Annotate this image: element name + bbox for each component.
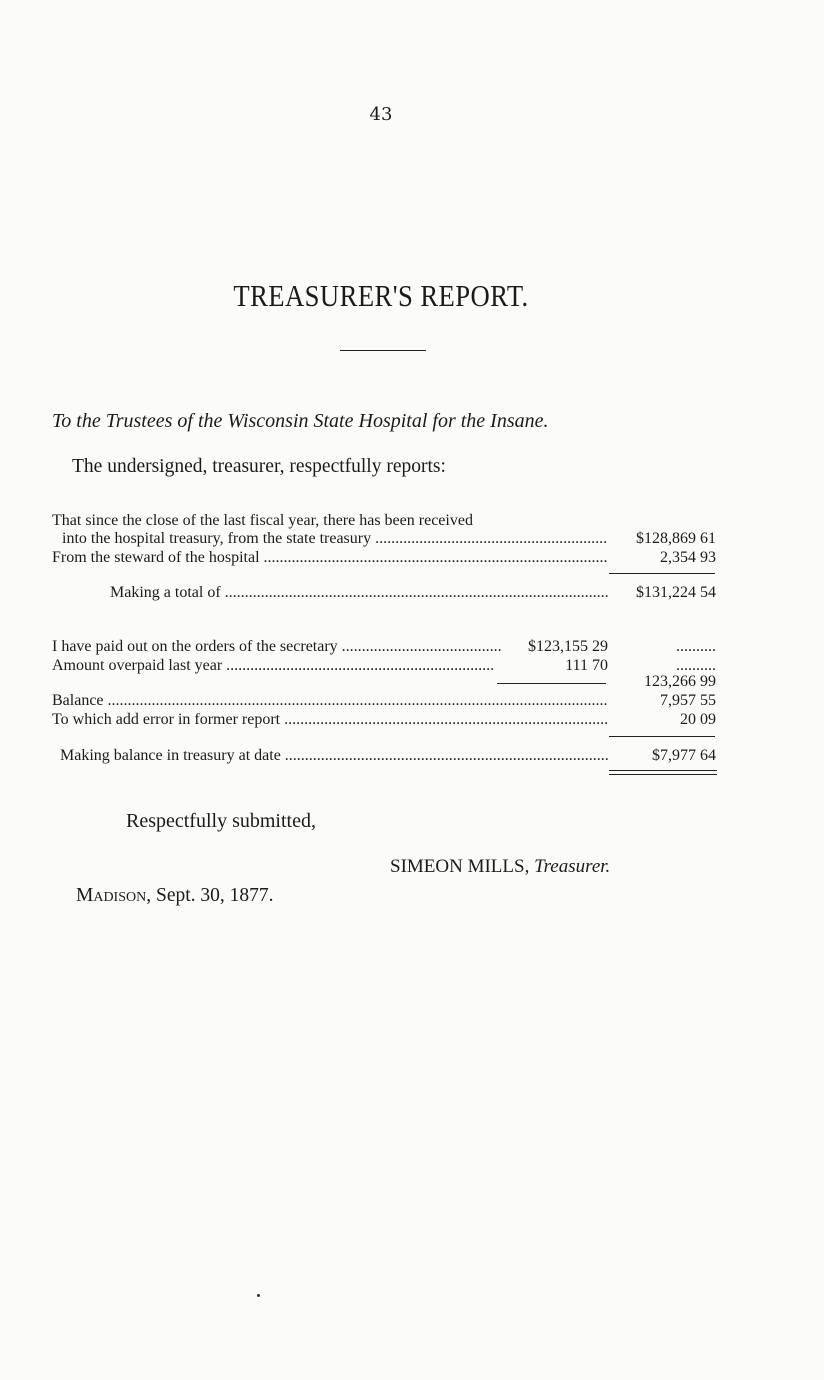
subtotal-rule bbox=[497, 683, 606, 684]
final-amount: $7,977 64 bbox=[652, 747, 716, 764]
place-and-date bbox=[76, 885, 274, 907]
paper-speck bbox=[257, 1294, 260, 1297]
disbursement-line-1-leader: .......... bbox=[676, 638, 716, 655]
receipts-line-1: That since the close of the last fiscal year, there has been received bbox=[52, 512, 473, 529]
signer bbox=[390, 856, 610, 878]
double-rule-bottom bbox=[609, 774, 717, 775]
disbursement-line-2-amount: 111 70 bbox=[565, 657, 608, 674]
title-divider bbox=[340, 350, 426, 351]
balance-label: Balance ..... bbox=[52, 692, 608, 710]
disbursement-line-1-amount: $123,155 29 bbox=[528, 638, 608, 655]
place: Madison bbox=[76, 885, 147, 906]
total-amount: $131,224 54 bbox=[636, 584, 716, 601]
error-amount: 20 09 bbox=[680, 711, 716, 728]
receipts-line-3: From the steward of the hospital ..... bbox=[52, 549, 608, 567]
disbursement-line-2-leader: .......... bbox=[676, 657, 716, 674]
salutation: To the Trustees of the Wisconsin State Hospital for the Insane. bbox=[52, 410, 549, 432]
double-rule-top bbox=[609, 770, 717, 771]
final-label: Making balance in treasury at date ..... bbox=[60, 747, 608, 765]
subtotal-amount: 123,266 99 bbox=[644, 673, 716, 690]
receipts-line-2-amount: $128,869 61 bbox=[636, 530, 716, 547]
balance-amount: 7,957 55 bbox=[660, 692, 716, 709]
signer-name: SIMEON MILLS, bbox=[390, 856, 530, 877]
intro-paragraph: The undersigned, treasurer, respectfully reports: bbox=[72, 456, 446, 477]
signer-title: Treasurer. bbox=[534, 856, 611, 877]
total-label: Making a total of ..... bbox=[110, 584, 608, 602]
final-rule bbox=[609, 736, 715, 737]
error-label: To which add error in former report ..... bbox=[52, 711, 608, 729]
page-number: 43 bbox=[369, 104, 393, 125]
closing: Respectfully submitted, bbox=[126, 810, 316, 832]
receipts-line-2: into the hospital treasury, from the state treasury ..... bbox=[62, 530, 608, 548]
date: , Sept. 30, 1877. bbox=[146, 885, 274, 906]
disbursement-line-1: I have paid out on the orders of the secretary ..... bbox=[52, 638, 502, 656]
total-rule bbox=[609, 573, 715, 574]
disbursement-line-2: Amount overpaid last year ..... bbox=[52, 657, 494, 675]
page-title: TREASURER'S REPORT. bbox=[233, 278, 529, 313]
receipts-line-3-amount: 2,354 93 bbox=[660, 549, 716, 566]
